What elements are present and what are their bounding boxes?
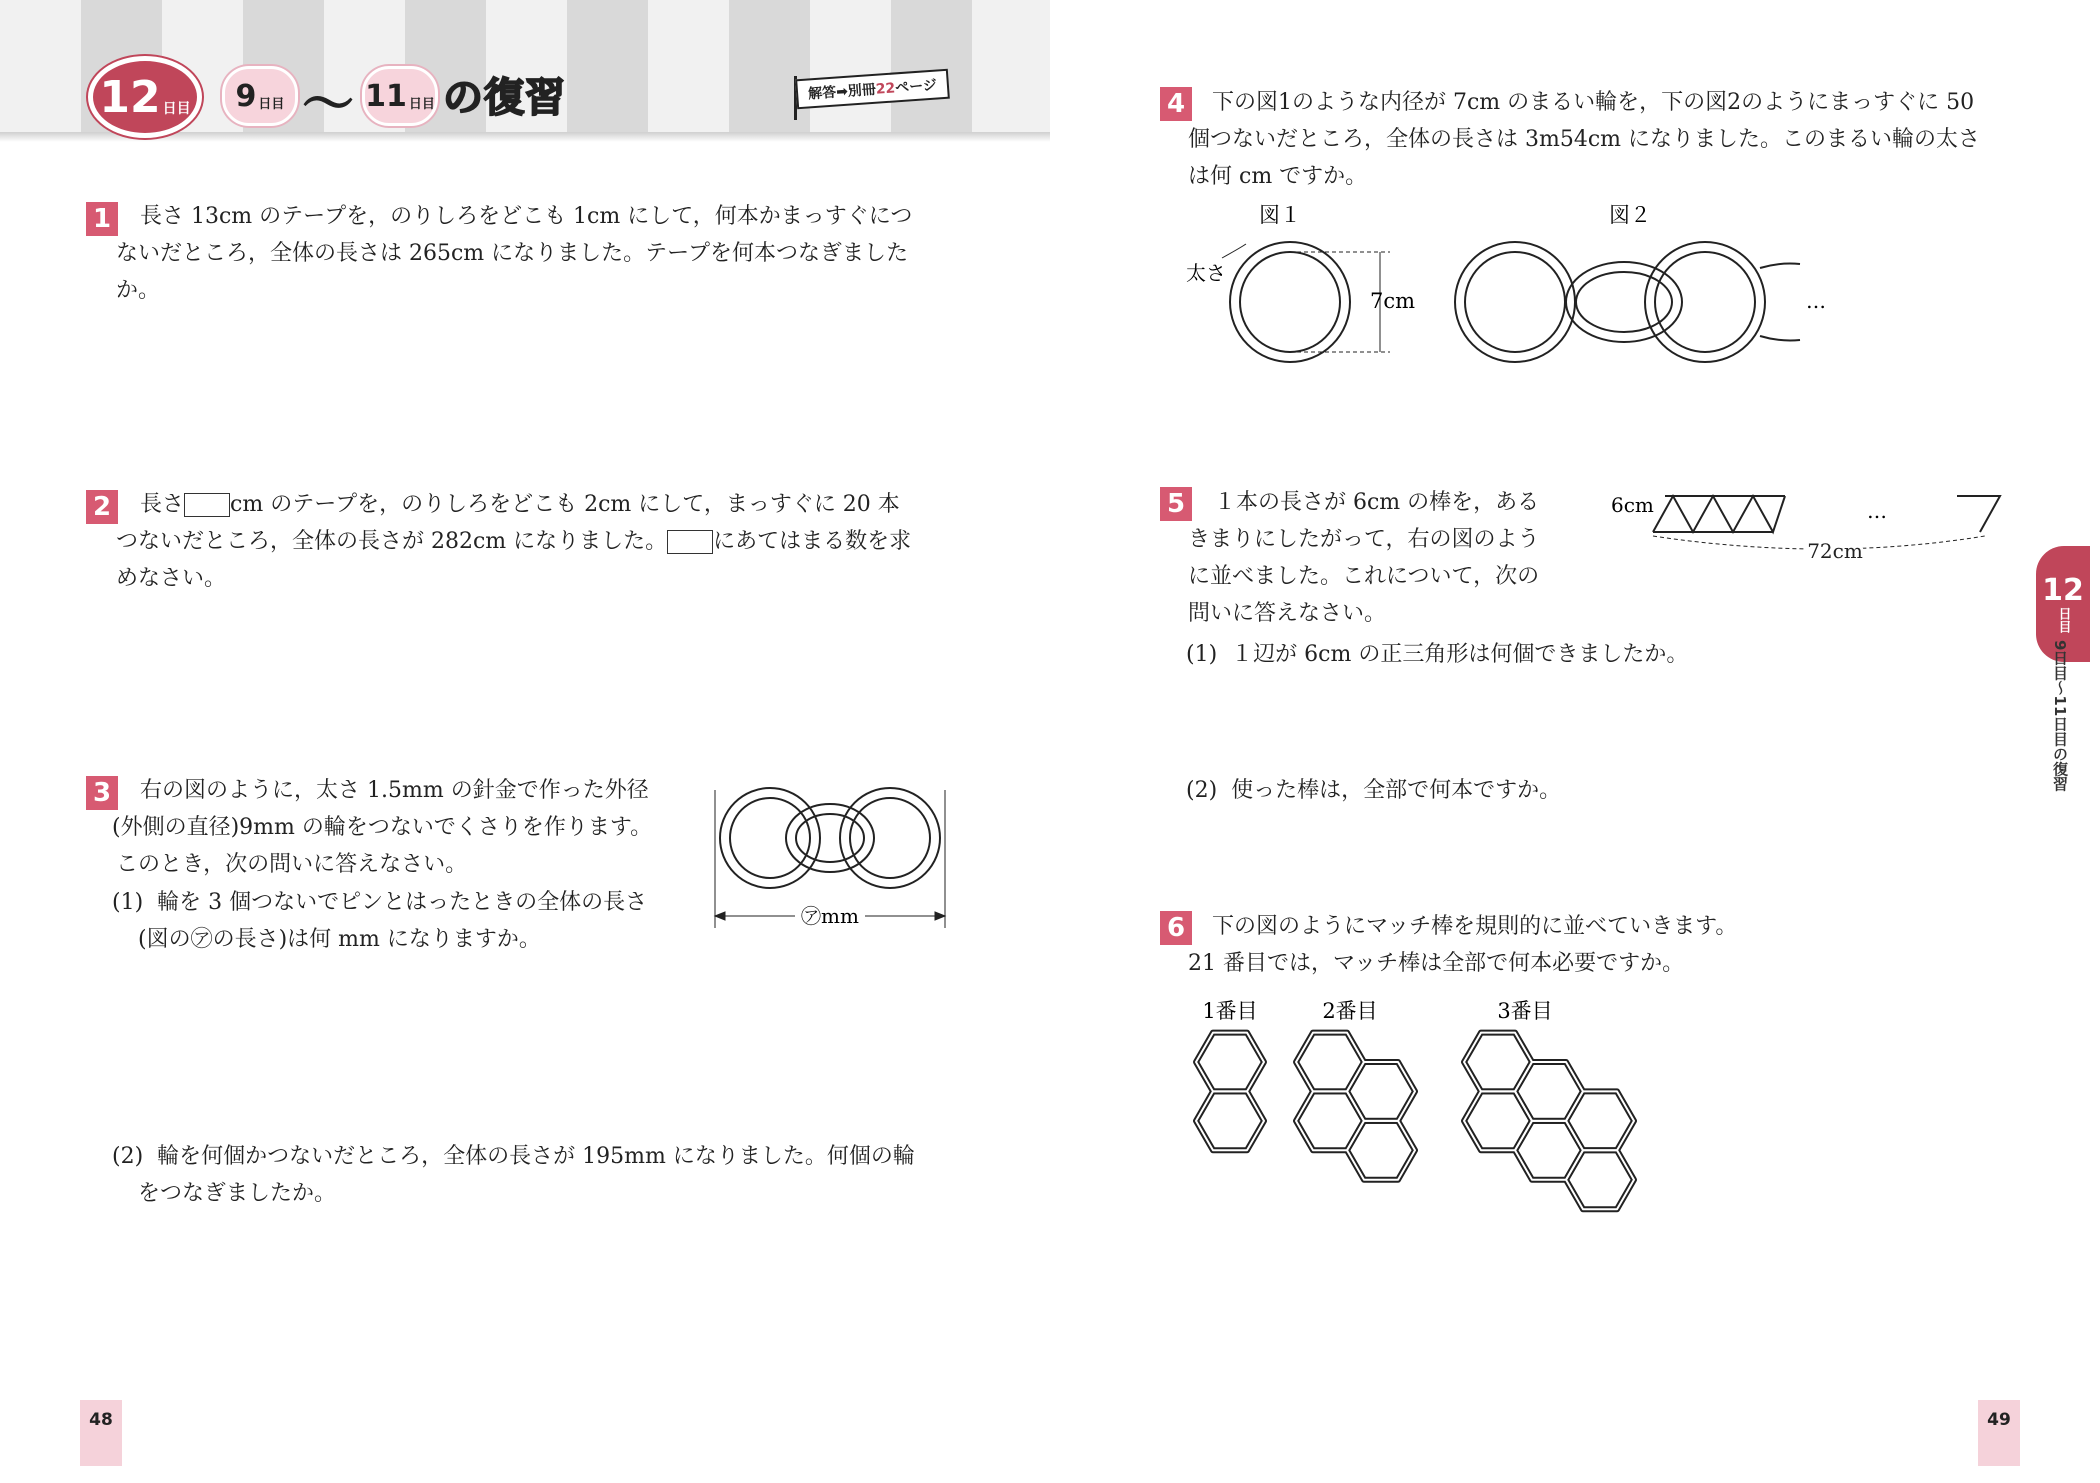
ring-fig2-inner	[1576, 272, 1672, 332]
matchstick-hexagon	[1566, 1150, 1634, 1209]
question-3-line: (外側の直径)9mm の輪をつないでくさりを作ります。	[112, 815, 653, 840]
total-length-label: 72cm	[1807, 539, 1863, 563]
question-3-sub2-num: (2)	[112, 1144, 144, 1169]
question-5-line: １本の長さが 6cm の棒を，ある	[1214, 490, 1540, 515]
question-3-sub1	[112, 884, 647, 958]
matchstick-hexagon	[1196, 1091, 1264, 1150]
question-3-sub1-line: 輪を 3 個つないでピンとはったときの全体の長さ	[157, 890, 648, 915]
matchstick-hexagon	[1347, 1121, 1415, 1180]
chain-figure	[705, 770, 955, 940]
header-stripe	[972, 0, 1050, 140]
matchstick-hexagon	[1566, 1091, 1634, 1150]
question-2-line2a: つないだところ，全体の長さが 282cm になりました。	[116, 529, 668, 554]
page-number-left: 48	[80, 1400, 122, 1466]
question-6-text	[1188, 908, 1738, 982]
chain-ring-inner	[850, 798, 930, 878]
question-4-number: 4	[1160, 87, 1192, 121]
ring-fig2-outer	[1645, 242, 1765, 362]
ring-figures	[1180, 198, 1860, 378]
day-badge	[88, 56, 202, 138]
question-3-sub2-line: 輪を何個かつないだところ，全体の長さが 195mm になりました。何個の輪	[157, 1144, 915, 1169]
question-1-line: ないだところ，全体の長さは 265cm になりました。テープを何本つなぎました	[116, 241, 909, 266]
question-2-line3: めなさい。	[116, 566, 227, 591]
question-2-line1b: cm のテープを，のりしろをどこも 2cm にして，まっすぐに 20 本	[230, 492, 900, 517]
question-4-line: は何 cm ですか。	[1188, 164, 1368, 189]
question-4-line: 下の図1のような内径が 7cm のまるい輪を，下の図2のようにまっすぐに 50	[1212, 90, 1975, 115]
matchstick-hexagon	[1347, 1062, 1415, 1121]
side-tab-number: 12	[2042, 573, 2084, 608]
ring-fig2-inner	[1465, 252, 1565, 352]
question-5-number: 5	[1160, 487, 1192, 521]
question-5-sub2	[1186, 772, 1561, 809]
question-3-sub1-num: (1)	[112, 890, 144, 915]
hex-step-label: 3番目	[1497, 999, 1553, 1023]
range-to-pill	[362, 66, 438, 126]
range-from-pill	[222, 66, 298, 126]
question-2-line2b: にあてはまる数を求	[713, 529, 912, 554]
question-6-line: 21 番目では，マッチ棒は全部で何本必要ですか。	[1188, 951, 1685, 976]
header-stripe	[648, 0, 729, 140]
question-1-text	[116, 198, 913, 309]
range-tilde: 〜	[302, 75, 355, 135]
question-5-line: に並べました。これについて，次の	[1188, 564, 1540, 589]
hexagon-figures	[1180, 990, 1700, 1250]
question-3-sub2	[112, 1138, 915, 1212]
header-stripe	[0, 0, 81, 140]
question-3-sub1-line: (図の㋐の長さ)は何 mm になりますか。	[138, 927, 541, 952]
question-5-sub2-text: 使った棒は，全部で何本ですか。	[1231, 778, 1562, 803]
triangle-figure	[1605, 478, 2025, 568]
ring-fig2-inner	[1655, 252, 1755, 352]
range-to-unit: 日目	[408, 96, 435, 112]
question-2-number: 2	[86, 490, 118, 524]
question-1-line: 長さ 13cm のテープを，のりしろをどこも 1cm にして，何本かまっすぐにつ	[140, 204, 913, 229]
ring-fig2-ellipsis: …	[1806, 289, 1826, 313]
triangle-ellipsis: …	[1867, 499, 1887, 523]
answer-ref-page: 22	[875, 80, 896, 98]
question-6-line: 下の図のようにマッチ棒を規則的に並べていきます。	[1212, 914, 1738, 939]
hex-step-label: 2番目	[1322, 999, 1378, 1023]
question-3-sub2-line: をつなぎましたか。	[138, 1181, 337, 1206]
question-6-number: 6	[1160, 911, 1192, 945]
figure-1-label: 図１	[1259, 203, 1301, 227]
chain-length-label: ㋐mm	[801, 904, 859, 928]
stick-length-label: 6cm	[1611, 493, 1654, 517]
header-stripe	[567, 0, 648, 140]
figure-2-label: 図２	[1609, 203, 1651, 227]
question-2-line1a: 長さ	[140, 492, 185, 517]
ring-fig2-partial	[1760, 264, 1800, 269]
ring-fig1-inner	[1240, 252, 1340, 352]
inner-diameter-label: 7cm	[1370, 289, 1416, 313]
question-3-text	[112, 772, 653, 883]
ring-fig1-outer	[1230, 242, 1350, 362]
chain-ring-inner	[730, 798, 810, 878]
question-3-line: このとき，次の問いに答えなさい。	[116, 852, 468, 877]
header-stripe	[729, 0, 810, 140]
ring-fig2-partial	[1760, 336, 1800, 341]
day-number: 12	[99, 71, 161, 123]
side-tab-unit: 日目	[2055, 607, 2071, 633]
day-unit: 日目	[162, 101, 191, 117]
page-number-right: 49	[1978, 1400, 2020, 1466]
range-from: 9	[235, 78, 257, 114]
question-4-text	[1188, 84, 1981, 195]
triangle-sticks	[1653, 496, 1785, 532]
question-3-line: 右の図のように，太さ 1.5mm の針金で作った外径	[140, 778, 649, 803]
question-5-sub2-num: (2)	[1186, 778, 1218, 803]
header-stripe	[807, 0, 891, 140]
header-title: の復習	[443, 75, 566, 121]
question-5-line: きまりにしたがって，右の図のよう	[1188, 527, 1540, 552]
question-5-sub1-num: (1)	[1186, 642, 1218, 667]
question-4-line: 個つないだところ，全体の長さは 3m54cm になりました。このまるい輪の太さ	[1188, 127, 1981, 152]
thickness-label: 太さ	[1186, 261, 1226, 285]
chain-ring-outer	[840, 788, 940, 888]
question-1-line: か。	[116, 278, 161, 303]
answer-ref-prefix: 解答➡別冊	[807, 81, 877, 103]
question-5-sub1-text: １辺が 6cm の正三角形は何個できましたか。	[1231, 642, 1689, 667]
question-5-sub1	[1186, 636, 1688, 673]
hex-step-label: 1番目	[1202, 999, 1258, 1023]
question-3-number: 3	[86, 776, 118, 810]
range-to: 11	[365, 78, 407, 114]
answer-blank-box[interactable]	[184, 493, 230, 517]
matchstick-hexagon	[1196, 1033, 1264, 1092]
answer-ref-suffix: ページ	[894, 77, 938, 97]
question-2-text	[116, 486, 912, 597]
answer-blank-box-reference	[667, 530, 713, 554]
question-5-text	[1188, 484, 1540, 632]
triangle-end	[1957, 496, 2000, 532]
question-5-line: 問いに答えなさい。	[1188, 601, 1387, 626]
side-caption: 9日目〜11日目の復習	[2051, 640, 2069, 792]
question-1-number: 1	[86, 202, 118, 236]
chain-ring-outer	[720, 788, 820, 888]
range-from-unit: 日目	[258, 96, 285, 112]
ring-fig2-outer	[1455, 242, 1575, 362]
